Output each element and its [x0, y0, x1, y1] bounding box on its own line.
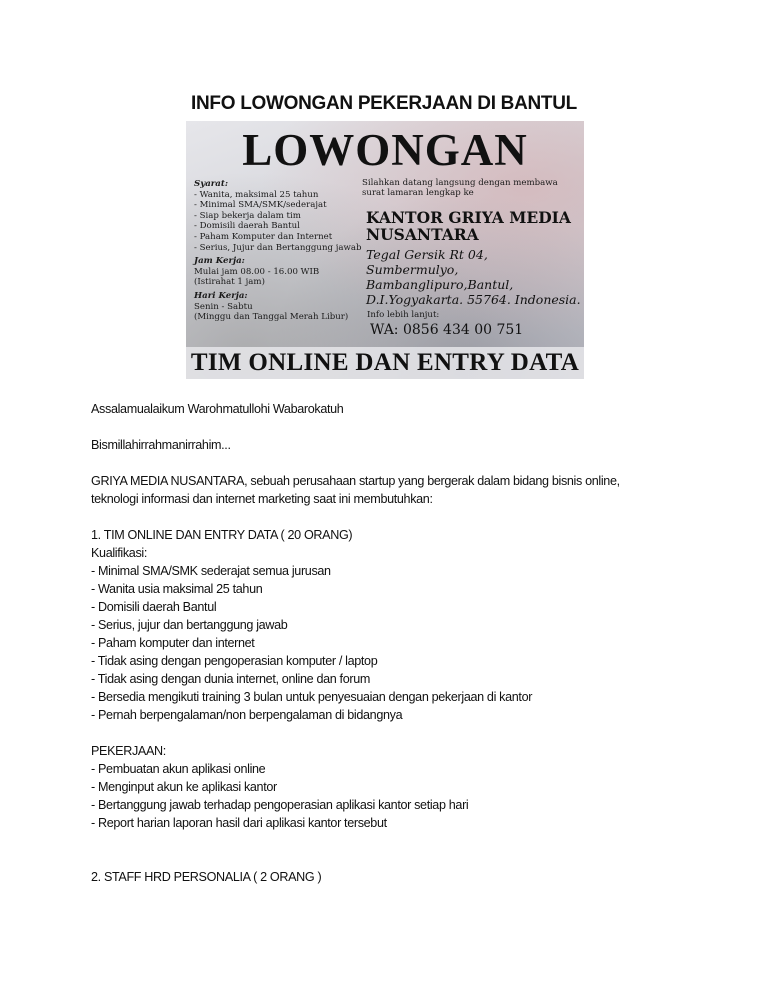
page-title: INFO LOWONGAN PEKERJAAN DI BANTUL [191, 93, 577, 114]
flyer-headline: LOWONGAN [242, 125, 528, 175]
greeting: Assalamualaikum Warohmatullohi Wabarokatuh [91, 402, 344, 416]
apply-note-line: surat lamaran lengkap ke [362, 188, 474, 198]
qualification-item: - Wanita usia maksimal 25 tahun [91, 582, 263, 596]
requirement-item: - Paham Komputer dan Internet [194, 231, 333, 242]
qualification-item: - Serius, jujur dan bertanggung jawab [91, 618, 288, 632]
requirement-item: - Wanita, maksimal 25 tahun [194, 189, 319, 200]
intro-line: teknologi informasi dan internet marketing saat ini membutuhkan: [91, 492, 433, 506]
qualification-item: - Minimal SMA/SMK sederajat semua jurusan [91, 564, 331, 578]
job-item: - Report harian laporan hasil dari aplikasi kantor tersebut [91, 816, 387, 830]
days-item: (Minggu dan Tanggal Merah Libur) [194, 312, 349, 323]
days-heading: Hari Kerja: [194, 290, 248, 301]
position-1-title: 1. TIM ONLINE DAN ENTRY DATA ( 20 ORANG) [91, 528, 353, 542]
flyer-requirements [194, 179, 374, 323]
qualifications-label: Kualifikasi: [91, 546, 147, 560]
apply-note [362, 178, 577, 198]
requirement-item: - Minimal SMA/SMK/sederajat [194, 200, 327, 211]
address-line: Bambanglipuro,Bantul, [366, 277, 514, 292]
info-label: Info lebih lanjut: [367, 310, 440, 320]
flyer-footer: TIM ONLINE DAN ENTRY DATA [186, 347, 584, 379]
qualification-item: - Tidak asing dengan dunia internet, online dan forum [91, 672, 371, 686]
qualification-item: - Pernah berpengalaman/non berpengalaman di bidangnya [91, 708, 403, 722]
office-address [366, 247, 581, 307]
qualification-item: - Tidak asing dengan pengoperasian komputer / laptop [91, 654, 378, 668]
office-name-line: NUSANTARA [366, 225, 479, 244]
hours-item: (Istirahat 1 jam) [194, 277, 265, 288]
office-name-line: KANTOR GRIYA MEDIA [366, 208, 571, 227]
qualification-item: - Paham komputer dan internet [91, 636, 255, 650]
office-name [366, 209, 581, 243]
requirement-item: - Serius, Jujur dan Bertanggung jawab [194, 242, 362, 253]
apply-note-line: Silahkan datang langsung dengan membawa [362, 178, 558, 188]
requirements-heading: Syarat: [194, 179, 229, 189]
job-item: - Pembuatan akun aplikasi online [91, 762, 266, 776]
intro-line: GRIYA MEDIA NUSANTARA, sebuah perusahaan startup yang bergerak dalam bidang bisnis online, [91, 474, 620, 488]
bismillah: Bismillahirrahmanirrahim... [91, 438, 231, 452]
position-2-title: 2. STAFF HRD PERSONALIA ( 2 ORANG ) [91, 870, 322, 884]
job-item: - Bertanggung jawab terhadap pengoperasian aplikasi kantor setiap hari [91, 798, 469, 812]
address-line: Tegal Gersik Rt 04, Sumbermulyo, [366, 247, 488, 277]
whatsapp-number: WA: 0856 434 00 751 [370, 322, 524, 338]
address-line: D.I.Yogyakarta. 55764. Indonesia. [366, 292, 581, 307]
hours-item: Mulai jam 08.00 - 16.00 WIB [194, 266, 320, 277]
requirement-item: - Siap bekerja dalam tim [194, 210, 301, 221]
qualification-item: - Bersedia mengikuti training 3 bulan untuk penyesuaian dengan pekerjaan di kantor [91, 690, 533, 704]
article-body [91, 400, 691, 886]
jobs-label: PEKERJAAN: [91, 744, 166, 758]
job-flyer-image [186, 121, 584, 379]
days-item: Senin - Sabtu [194, 301, 253, 312]
hours-heading: Jam Kerja: [194, 256, 245, 267]
requirement-item: - Domisili daerah Bantul [194, 221, 300, 232]
qualification-item: - Domisili daerah Bantul [91, 600, 217, 614]
job-item: - Menginput akun ke aplikasi kantor [91, 780, 277, 794]
